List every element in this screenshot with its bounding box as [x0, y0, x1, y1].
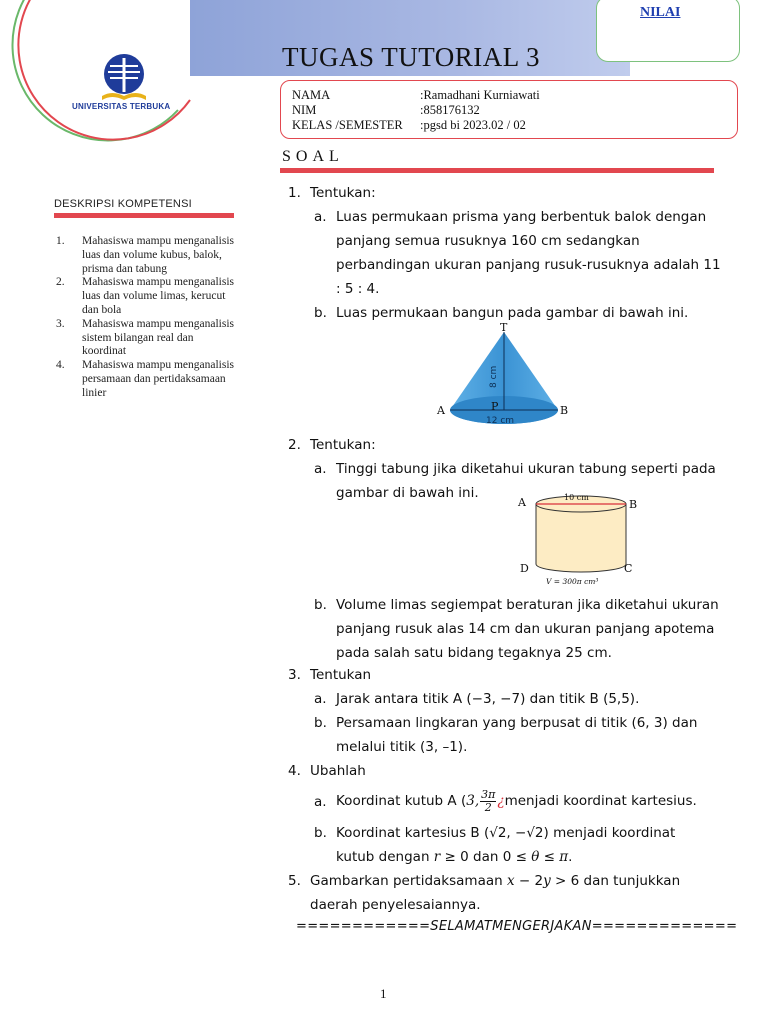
- q4a-frac-top: 3π: [481, 787, 496, 801]
- competency-item: [56, 235, 236, 276]
- nilai-label: NILAI: [640, 5, 681, 20]
- cylinder-tl-label: A: [518, 496, 526, 509]
- competency-list: [56, 235, 236, 401]
- q3a-label: a.: [314, 691, 327, 707]
- university-logo-icon: [96, 52, 152, 104]
- cone-center-label: P: [491, 400, 499, 413]
- q5-line2: daerah penyelesaiannya.: [310, 897, 481, 913]
- q4b-line: Koordinat kartesius B (√2, −√2) menjadi koordinat: [336, 825, 676, 841]
- q4b-pi: π: [559, 849, 569, 865]
- q5-y: y: [543, 873, 551, 889]
- q3-title: Tentukan: [310, 667, 372, 683]
- competency-heading: DESKRIPSI KOMPETENSI: [54, 198, 192, 210]
- q4-title: Ubahlah: [310, 763, 366, 779]
- q4a-label: a.: [314, 794, 327, 810]
- closing-message: ============SELAMATMENGERJAKAN=============: [296, 919, 738, 934]
- q4a-comma: ,: [474, 793, 480, 809]
- q3b-line: Persamaan lingkaran yang berpusat di titik (6, 3) dan: [336, 715, 698, 731]
- q3-number: 3.: [288, 667, 301, 683]
- competency-item: [56, 359, 236, 400]
- q5-line1: [310, 872, 680, 890]
- q2b-label: b.: [314, 597, 327, 613]
- competency-item: [56, 318, 236, 359]
- q1a-label: a.: [314, 209, 327, 225]
- q4a-frac-bottom: 2: [484, 800, 492, 814]
- q4b-line2: [336, 848, 572, 866]
- cylinder-br-label: C: [624, 562, 633, 575]
- competency-divider: [54, 213, 234, 218]
- q4b-ge: ≥ 0 dan 0 ≤: [440, 849, 532, 865]
- q4a-angle-fraction: [480, 789, 496, 814]
- competency-text: Mahasiswa mampu menganalisis persamaan dan pertidaksamaan linier: [82, 359, 235, 399]
- q4a-line: [336, 784, 697, 818]
- competency-number: 2.: [56, 276, 65, 289]
- q2-title: Tentukan:: [310, 437, 376, 453]
- nim-value: :858176132: [420, 103, 480, 117]
- q3b-label: b.: [314, 715, 327, 731]
- q4b-le: ≤: [539, 849, 560, 865]
- q4a-radius: 3: [466, 793, 475, 809]
- q2-number: 2.: [288, 437, 301, 453]
- competency-item: [56, 276, 236, 317]
- soal-divider: [280, 168, 714, 173]
- nim-label: NIM: [292, 103, 317, 117]
- q5-x: x: [506, 873, 515, 889]
- q4b-end: .: [568, 849, 573, 865]
- competency-number: 1.: [56, 235, 65, 247]
- q2a-line: gambar di bawah ini.: [336, 485, 479, 501]
- q1a-line: panjang semua rusuknya 160 cm sedangkan: [336, 233, 640, 249]
- q4a-glyph: ¿: [497, 793, 505, 809]
- competency-number: 4.: [56, 359, 65, 372]
- university-name: UNIVERSITAS TERBUKA: [72, 102, 171, 111]
- q5-gt: > 6 dan tunjukkan: [550, 873, 681, 889]
- kelas-label: KELAS /SEMESTER: [292, 118, 403, 132]
- q2a-line: Tinggi tabung jika diketahui ukuran tabung seperti pada: [336, 461, 716, 477]
- cone-figure: [434, 320, 574, 430]
- cylinder-volume-label: V = 300π cm³: [546, 577, 599, 586]
- q5-pre: Gambarkan pertidaksamaan: [310, 873, 507, 889]
- soal-heading: SOAL: [282, 148, 344, 165]
- q5-number: 5.: [288, 873, 301, 889]
- page-number: 1: [380, 986, 387, 1001]
- q4b-theta: θ: [531, 849, 540, 865]
- cone-left-label: A: [437, 404, 445, 417]
- q4b-pre: kutub dengan: [336, 849, 434, 865]
- competency-text: Mahasiswa mampu menganalisis luas dan volume limas, kerucut dan bola: [82, 276, 235, 316]
- cone-right-label: B: [560, 404, 569, 417]
- competency-text: Mahasiswa mampu menganalisis luas dan volume kubus, balok, prisma dan tabung: [82, 235, 235, 275]
- q2b-line: pada salah satu bidang tegaknya 25 cm.: [336, 645, 612, 661]
- q4a-suffix: menjadi koordinat kartesius.: [504, 793, 697, 809]
- q2b-line: panjang rusuk alas 14 cm dan ukuran panjang apotema: [336, 621, 715, 637]
- q4-number: 4.: [288, 763, 301, 779]
- document-title: TUGAS TUTORIAL 3: [282, 42, 541, 72]
- competency-number: 3.: [56, 317, 65, 330]
- nama-value: :Ramadhani Kurniawati: [420, 88, 540, 102]
- cone-diameter-label: 12 cm: [486, 416, 515, 426]
- q2b-line: Volume limas segiempat beraturan jika diketahui ukuran: [336, 597, 719, 613]
- q3a-line: Jarak antara titik A (−3, −7) dan titik B (5,5).: [336, 691, 640, 707]
- q2a-label: a.: [314, 461, 327, 477]
- cone-apex-label: T: [500, 321, 508, 334]
- q1a-line: Luas permukaan prisma yang berbentuk balok dengan: [336, 209, 707, 225]
- q1a-line: : 5 : 4.: [336, 281, 380, 297]
- q4b-r: r: [433, 849, 441, 865]
- competency-text: Mahasiswa mampu menganalisis sistem bilangan real dan koordinat: [82, 317, 235, 358]
- q1b-line: Luas permukaan bangun pada gambar di bawah ini.: [336, 305, 689, 321]
- q4a-prefix: Koordinat kutub A (: [336, 793, 467, 809]
- cylinder-bl-label: D: [520, 562, 529, 575]
- q1b-label: b.: [314, 305, 327, 321]
- q1-title: Tentukan:: [310, 185, 376, 201]
- cylinder-tr-label: B: [629, 498, 638, 511]
- cylinder-figure: [512, 488, 642, 588]
- q1a-line: perbandingan ukuran panjang rusuk-rusuknya adalah 11: [336, 257, 721, 273]
- cone-height-label: 8 cm: [489, 365, 499, 388]
- q1-number: 1.: [288, 185, 301, 201]
- nama-label: NAMA: [292, 88, 331, 102]
- q5-minus: − 2: [514, 873, 544, 889]
- cylinder-diameter-label: 10 cm: [564, 493, 589, 502]
- q4b-label: b.: [314, 825, 327, 841]
- q3b-line: melalui titik (3, –1).: [336, 739, 468, 755]
- kelas-value: :pgsd bi 2023.02 / 02: [420, 118, 526, 132]
